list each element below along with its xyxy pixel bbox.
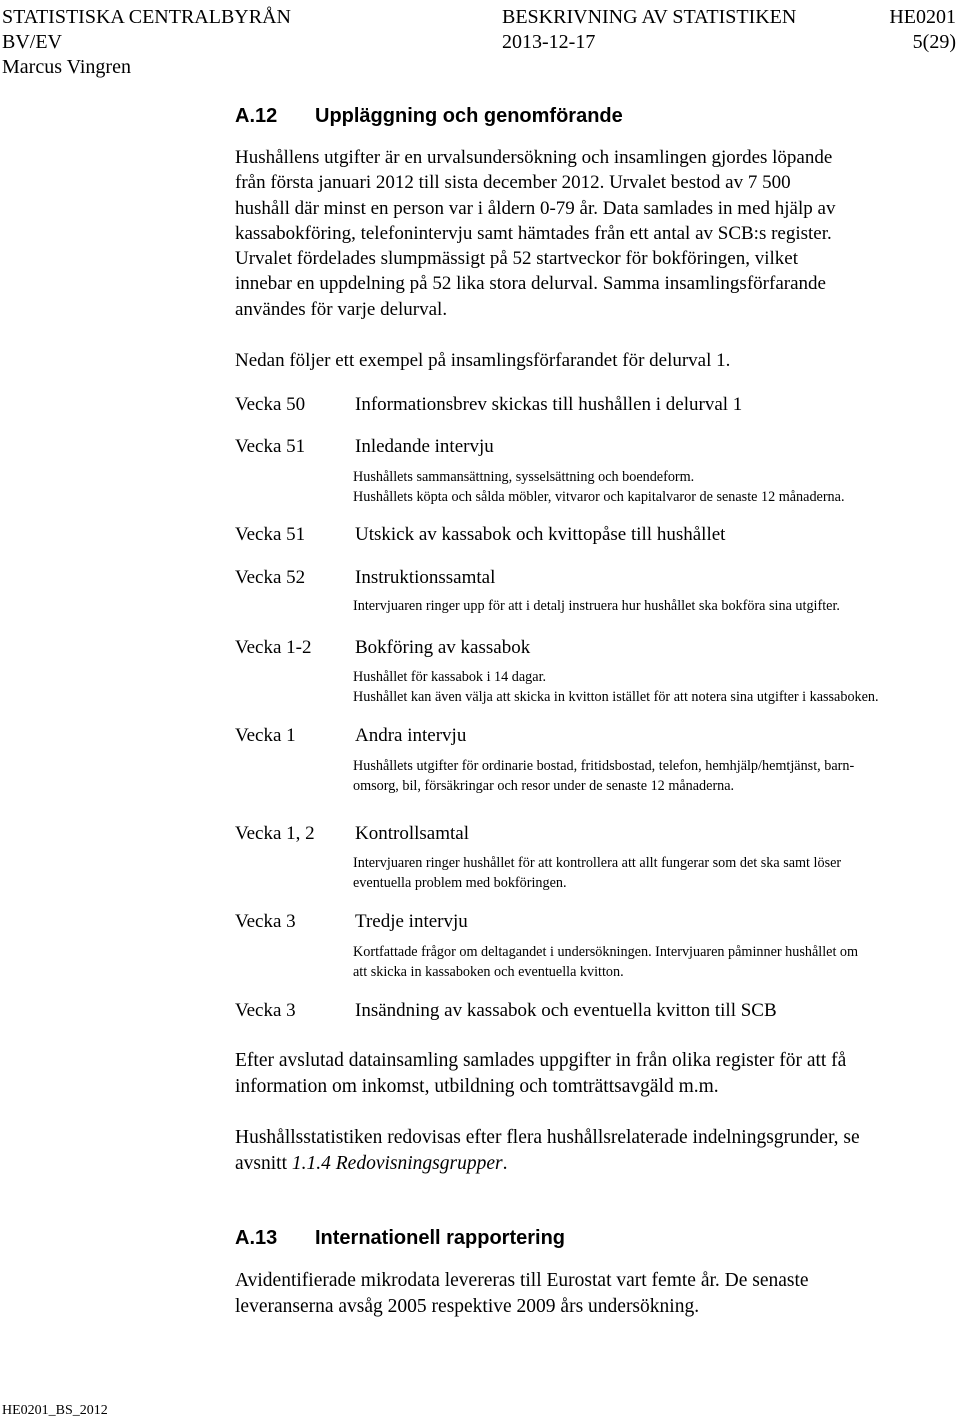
section-number: A.12 [235,105,278,127]
header-author: Marcus Vingren [2,56,131,78]
schedule-step-title: Instruktionssamtal [355,567,496,588]
section-title: Internationell rapportering [315,1227,566,1249]
paragraph-register-data: Efter avslutad datainsamling samlades uppgifter in från olika register för att få information om inkomst, utbildning och tomträttsavgäld m.m. [235,1050,847,1097]
schedule-week: Vecka 52 [235,567,306,588]
paragraph-example-intro: Nedan följer ett exempel på insamlingsförfarandet för delurval 1. [235,350,731,371]
paragraph-eurostat: Avidentifierade mikrodata levereras till Eurostat vart femte år. De senaste leveranserna avsåg 2005 respektive 2009 års undersökning. [235,1270,809,1317]
schedule-week: Vecka 50 [235,394,306,415]
schedule-step-title: Bokföring av kassabok [355,637,531,658]
schedule-step-description: Hushållets sammansättning, sysselsättning och boendeform. Hushållets köpta och sålda möbler, vitvaror och kapitalvaror de senaste 12 månaderna. [353,469,845,505]
schedule-step-title: Andra intervju [355,725,467,746]
header-date: 2013-12-17 [502,31,596,53]
section-number: A.13 [235,1227,278,1249]
schedule-step-description: Hushållets utgifter för ordinarie bostad, fritidsbostad, telefon, hemhjälp/hemtjänst, barn- omsorg, bil, försäkringar och resor under de senaste 12 månaderna. [353,758,855,794]
page-footer-code: HE0201_BS_2012 [2,1403,108,1418]
section-title: Uppläggning och genomförande [315,105,623,127]
schedule-step-description: Hushållet för kassabok i 14 dagar. Hushållet kan även välja att skicka in kvitton istället för att notera sina utgifter i kassaboken. [353,669,879,705]
paragraph-survey-description: Hushållens utgifter är en urvalsundersökning och insamlingen gjordes löpande från första januari 2012 till sista december 2012. Urvalet bestod av 7 500 hushåll där minst en person var i åldern 0-79 år. Data samlades in med hjälp av kassabokföring, telefonintervju samt hämtades från ett antal av SCB:s register. Urvalet fördelades slumpmässigt på 52 startveckor för bokföringen, vilket innebar en uppdelning på 52 lika stora delurval. Samma insamlingsförfarande användes för varje delurval. [235,147,836,320]
schedule-step-title: Informationsbrev skickas till hushållen i delurval 1 [355,394,743,415]
schedule-step-description: Intervjuaren ringer upp för att i detalj instruera hur hushållet ska bokföra sina utgifter. [353,598,840,614]
header-code: HE0201 [889,6,956,28]
header-doc-title: BESKRIVNING AV STATISTIKEN [502,6,797,28]
section-reference-link[interactable]: 1.1.4 Redovisningsgrupper [291,1152,503,1174]
schedule-week: Vecka 3 [235,911,296,932]
header-page-number: 5(29) [912,31,956,53]
schedule-step-title: Kontrollsamtal [355,823,469,844]
schedule-step-title: Inledande intervju [355,436,494,457]
schedule-week: Vecka 51 [235,436,306,457]
schedule-week: Vecka 1-2 [235,637,312,658]
schedule-step-title: Utskick av kassabok och kvittopåse till hushållet [355,524,726,545]
schedule-week: Vecka 3 [235,1000,296,1021]
schedule-step-title: Insändning av kassabok och eventuella kvitton till SCB [355,1000,777,1021]
paragraph-reporting-groups: Hushållsstatistiken redovisas efter flera hushållsrelaterade indelningsgrunder, se avsnitt 1.1.4 Redovisningsgrupper. [235,1127,860,1174]
schedule-step-description: Kortfattade frågor om deltagandet i undersökningen. Intervjuaren påminner hushållet om att skicka in kassaboken och eventuella kvitton. [353,944,859,980]
schedule-week: Vecka 51 [235,524,306,545]
schedule-week: Vecka 1, 2 [235,823,315,844]
schedule-week: Vecka 1 [235,725,296,746]
schedule-step-title: Tredje intervju [355,911,468,932]
header-org: STATISTISKA CENTRALBYRÅN [2,6,291,28]
schedule-step-description: Intervjuaren ringer hushållet för att kontrollera att allt fungerar som det ska samt löser eventuella problem med bokföringen. [353,855,842,891]
header-dept: BV/EV [2,31,62,53]
